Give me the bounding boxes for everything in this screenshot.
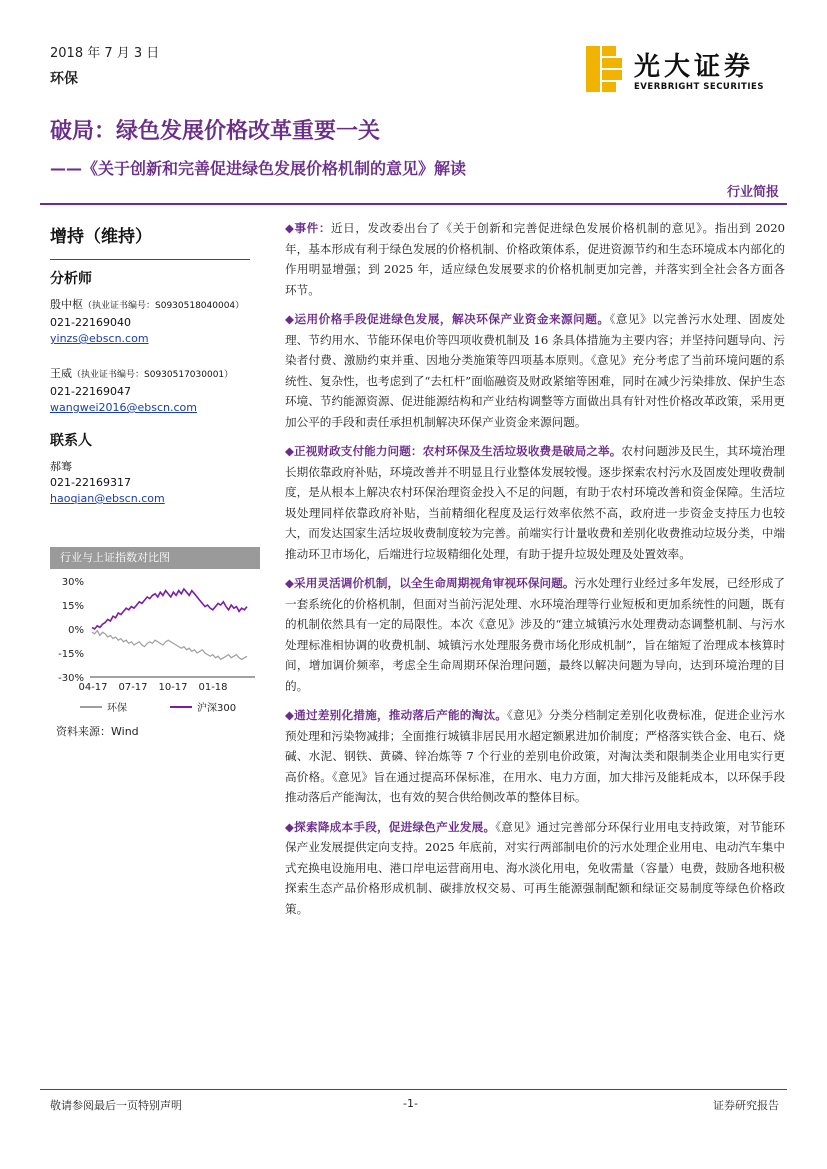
- page-subtitle: ——《关于创新和完善促进绿色发展价格机制的意见》解读: [50, 159, 467, 178]
- footer-report-label: 证券研究报告: [713, 1099, 779, 1112]
- footer-disclaimer: 敬请参阅最后一页特别声明: [50, 1099, 182, 1112]
- y-tick-label: 15%: [61, 601, 84, 612]
- paragraph-event-head: ◆事件：: [285, 221, 332, 235]
- contact-phone: 021-22169317: [50, 476, 131, 489]
- analyst-2-name-line: [50, 365, 250, 384]
- sidebar-divider: [50, 259, 250, 260]
- paragraph-fiscal: [285, 441, 785, 564]
- company-logo: [586, 46, 786, 94]
- paragraph-differentiation: [285, 705, 785, 808]
- sector-label: 环保: [50, 71, 78, 87]
- x-tick-label: 01-18: [198, 682, 228, 693]
- analyst-2-cert: （执业证书编号：S0930517030001）: [72, 370, 234, 380]
- analyst-1-name-line: [50, 296, 250, 315]
- logo-text-en: EVERBRIGHT SECURITIES: [634, 82, 764, 92]
- paragraph-event: [285, 218, 785, 300]
- paragraph-cost-reduction-body: 《意见》通过完善部分环保行业用电支持政策，对节能环保产业发展提供定向支持。2025 年底前，对实行两部制电价的污水处理企业用电、电动汽车集中式充换电设施用电、港口岸电运营商用电、海水淡化用电，免收需量（容量）电费，鼓励各地积极探索生态产品价格形成机制、碳排放权交易、可再生能源强制配额和绿证交易制度等绿色价格政策。: [285, 819, 786, 916]
- analyst-2-email-link[interactable]: wangwei2016@ebscn.com: [50, 401, 197, 414]
- series-line-huanbao: [92, 631, 247, 660]
- comparison-chart: [50, 547, 260, 747]
- paragraph-flexible-pricing-head: ◆采用灵活调价机制，以全生命周期视角审视环保问题。: [285, 576, 575, 590]
- y-tick-label: 0%: [68, 625, 84, 636]
- paragraph-cost-reduction-head: ◆探索降成本手段，促进绿色产业发展。: [285, 819, 496, 834]
- paragraph-price-tools-head: ◆运用价格手段促进绿色发展，解决环保产业资金来源问题。: [285, 312, 610, 326]
- main-content: [285, 218, 785, 928]
- y-tick-label: -30%: [58, 673, 84, 684]
- paragraph-flexible-pricing-body: 污水处理行业经过多年发展，已经形成了一套系统化的价格机制，但面对当前污泥处理、水环境治理等行业短板和更加系统性的问题，既有的机制依然具有一定的局限性。本次《意见》涉及的“建立城镇污水处理费动态调整机制、与污水处理标准相协调的收费机制、城镇污水处理服务费市场化形成机制”，旨在缩短了治理成本核算时间，增加调价频率，考虑全生命周期环保治理问题，最终以解决问题为导向，达到环境治理的目的。: [285, 576, 785, 693]
- y-tick-label: 30%: [61, 577, 84, 588]
- contact-name: 郝骞: [50, 460, 72, 473]
- y-tick-label: -15%: [58, 649, 84, 660]
- contact-email-link[interactable]: haoqian@ebscn.com: [50, 492, 165, 505]
- paragraph-flexible-pricing: [285, 573, 785, 696]
- report-date: 2018 年 7 月 3 日: [50, 46, 160, 61]
- analyst-heading: 分析师: [50, 271, 92, 287]
- chart-plot: [50, 569, 260, 724]
- paragraph-differentiation-head: ◆通过差别化措施，推动落后产能的淘汰。: [285, 708, 508, 722]
- analyst-1-phone: 021-22169040: [50, 316, 131, 329]
- chart-title: 行业与上证指数对比图: [50, 547, 260, 569]
- contact-heading: 联系人: [50, 433, 92, 449]
- paragraph-event-body: 近日，发改委出台了《关于创新和完善促进绿色发展价格机制的意见》。指出到 2020 年，基本形成有利于绿色发展的价格机制、价格政策体系，促进资源节约和生态环境成本内部化的作用明显增强；到 2025 年，适应绿色发展要求的价格机制更加完善，并落实到全社会各方面各环节。: [285, 221, 785, 297]
- paragraph-fiscal-body: 农村问题涉及民生，其环境治理长期依靠政府补贴，环境改善并不明显且行业整体发展较慢。逐步探索农村污水及固废处理收费制度，是从根本上解决农村环保治理资金投入不足的问题，有助于农村环境改善和资金保障。生活垃圾处理同样依靠政府补贴，当前精细化程度及运行效率依然不高，政府进一步资金支持压力也较大，而发达国家生活垃圾收费制度较为完善。前端实行计量收费和差别化收费推动垃圾分类，中端推动环卫市场化，后端进行垃圾精细化处理，有助于提升垃圾处理及处置效率。: [285, 444, 785, 561]
- page-title: 破局：绿色发展价格改革重要一关: [50, 119, 381, 144]
- paragraph-differentiation-body: 《意见》分类分档制定差别化收费标准，促进企业污水预处理和污染物减排；全面推行城镇非居民用水超定额累进加价制度；严格落实铁合金、电石、烧碱、水泥、钢铁、黄磷、锌冶炼等 7 个行业的差别电价政策，对淘汰类和限制类企业用电实行更高价格。《意见》旨在通过提高环保标准，在用水、电力方面，加大排污及能耗成本，以环保手段推动落后产能淘汰，也有效的契合供给侧改革的整体目标。: [285, 708, 786, 804]
- paragraph-price-tools: [285, 309, 785, 432]
- paragraph-cost-reduction: [285, 817, 785, 920]
- header-divider: [40, 203, 787, 205]
- rating: 增持（维持）: [50, 227, 152, 247]
- analyst-2-name: 王威: [50, 367, 72, 380]
- x-tick-label: 07-17: [118, 682, 148, 693]
- analyst-2-phone: 021-22169047: [50, 385, 131, 398]
- series-line-hs300: [92, 589, 247, 629]
- sidebar: [50, 222, 250, 507]
- analyst-1-name: 殷中枢: [50, 298, 83, 311]
- report-type-label: 行业简报: [726, 185, 779, 200]
- analyst-1-email-link[interactable]: yinzs@ebscn.com: [50, 332, 149, 345]
- x-tick-label: 10-17: [158, 682, 188, 693]
- x-tick-label: 04-17: [78, 682, 108, 693]
- logo-mark-icon: [586, 46, 626, 92]
- footer-divider: [40, 1089, 787, 1090]
- paragraph-fiscal-head: ◆正视财政支付能力问题：农村环保及生活垃圾收费是破局之举。: [285, 444, 622, 458]
- analyst-1-cert: （执业证书编号：S0930518040004）: [83, 301, 245, 311]
- legend-label: 沪深300: [197, 703, 237, 714]
- page-number: -1-: [403, 1097, 418, 1110]
- paragraph-price-tools-body: 《意见》以完善污水处理、固废处理、节约用水、节能环保电价等四项收费机制及 16 条具体措施为主要内容；并坚持问题导向、污染者付费、激励约束并重、因地分类施策等四项基本原则。《意见》充分考虑了当前环境问题的系统性、复杂性，也考虑到了“去杠杆”面临融资及财政紧缩等困难，同时在减少污染排放、保护生态环境、节约能源资源、促进能源结构和产业结构调整等方面做出具有针对性价格改革政策，采用更加公平的手段和责任承担机制解决环保产业资金来源问题。: [285, 312, 786, 429]
- legend-label: 环保: [107, 703, 127, 714]
- logo-text-cn: 光大证券: [634, 52, 755, 82]
- chart-source: 资料来源：Wind: [56, 725, 139, 738]
